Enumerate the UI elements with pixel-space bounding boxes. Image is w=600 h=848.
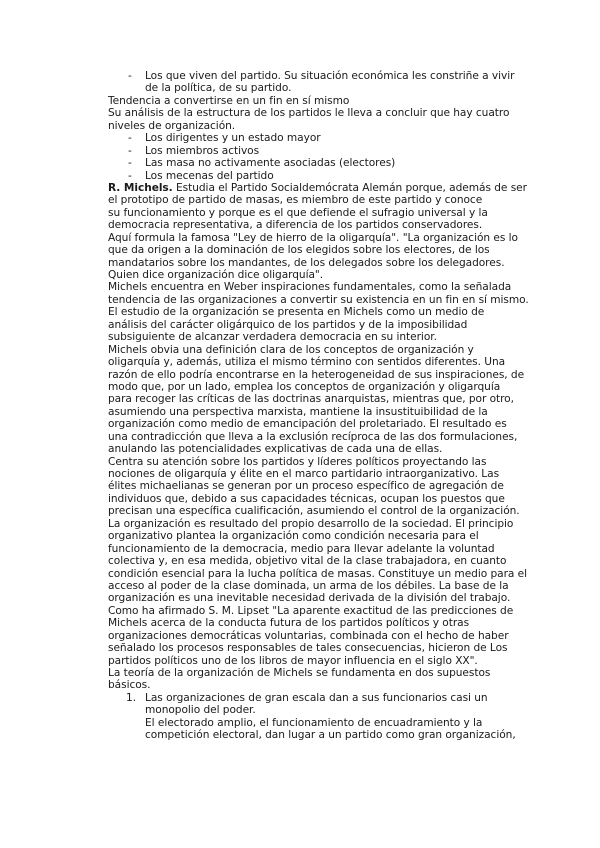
paragraph-line: colectiva y, en esa medida, objetivo vital de la clase trabajadora, en cuanto bbox=[108, 555, 507, 568]
paragraph-line: organización es una inevitable necesidad derivada de la división del trabajo. bbox=[108, 592, 511, 605]
paragraph-line: señalado los procesos responsables de tales consecuencias, hicieron de Los bbox=[108, 642, 508, 655]
numbered-item-text: Las organizaciones de gran escala dan a sus funcionarios casi un bbox=[145, 691, 488, 704]
paragraph-line: razón de ello podría encontrarse en la heterogeneidad de sus inspiraciones, de bbox=[108, 368, 525, 381]
numbered-item bbox=[108, 692, 526, 704]
numbered-item-continuation: competición electoral, dan lugar a un partido como gran organización, bbox=[145, 729, 516, 742]
paragraph-line bbox=[108, 182, 526, 194]
bullet-item-continuation: de la política, de su partido. bbox=[145, 82, 292, 95]
paragraph-line: Tendencia a convertirse en un fin en sí mismo bbox=[108, 94, 350, 107]
paragraph-line: niveles de organización. bbox=[108, 119, 236, 132]
paragraph-line: el prototipo de partido de masas, es miembro de este partido y conoce bbox=[108, 194, 483, 207]
paragraph-line: organizaciones democráticas voluntarias, combinada con el hecho de haber bbox=[108, 629, 509, 642]
document-body bbox=[108, 70, 529, 742]
paragraph-line: Como ha afirmado S. M. Lipset "La aparente exactitud de las predicciones de bbox=[108, 604, 514, 617]
paragraph-line: para recoger las críticas de las doctrinas anarquistas, mientras que, por otro, bbox=[108, 393, 514, 406]
paragraph-line: democracia representativa, a diferencia de los partidos conservadores. bbox=[108, 219, 483, 232]
paragraph-line: Michels encuentra en Weber inspiraciones fundamentales, como la señalada bbox=[108, 281, 512, 294]
paragraph-line: modo que, por un lado, emplea los conceptos de organización y oligarquía bbox=[108, 380, 501, 393]
paragraph-line: asumiendo una perspectiva marxista, mantiene la insustituibilidad de la bbox=[108, 405, 488, 418]
paragraph-line: individuos que, debido a sus capacidades técnicas, ocupan los puestos que bbox=[108, 492, 505, 505]
numbered-item-continuation: El electorado amplio, el funcionamiento de encuadramiento y la bbox=[145, 716, 483, 729]
paragraph-line: organizativo plantea la organización como condición necesaria para el bbox=[108, 530, 479, 543]
paragraph-line: Michels obvia una definición clara de los conceptos de organización y bbox=[108, 343, 474, 356]
paragraph-line: tendencia de las organizaciones a convertir su existencia en un fin en sí mismo. bbox=[108, 293, 529, 306]
paragraph-line: subsiguiente de alcanzar verdadera democracia en su interior. bbox=[108, 331, 437, 344]
bullet-item: - Las masa no activamente asociadas (electores) bbox=[108, 157, 526, 169]
paragraph-line: básicos. bbox=[108, 679, 151, 692]
paragraph-line: nociones de oligarquía y élite en el marco partidario intraorganizativo. Las bbox=[108, 468, 500, 480]
paragraph-line: precisan una específica cualificación, asumiendo el control de la organización. bbox=[108, 505, 520, 518]
paragraph-line: Su análisis de la estructura de los partidos le lleva a concluir que hay cuatro bbox=[108, 107, 510, 120]
list-number: 1. bbox=[126, 691, 137, 704]
paragraph-line: mandatarios sobre los mandantes, de los delegados sobre los delegadores. bbox=[108, 256, 505, 269]
paragraph-line: La teoría de la organización de Michels se fundamenta en dos supuestos bbox=[108, 667, 491, 679]
bullet-item: - Los que viven del partido. Su situación económica les constriñe a vivir bbox=[108, 70, 526, 82]
paragraph-line: análisis del carácter oligárquico de los partidos y de la imposibilidad bbox=[108, 318, 468, 331]
paragraph-line: Centra su atención sobre los partidos y líderes políticos proyectando las bbox=[108, 455, 487, 468]
paragraph-line: su funcionamiento y porque es el que defiende el sufragio universal y la bbox=[108, 206, 488, 219]
bullet-item: - Los mecenas del partido bbox=[108, 170, 526, 182]
paragraph-line: oligarquía y, además, utiliza el mismo término con sentidos diferentes. Una bbox=[108, 356, 506, 369]
paragraph-line: acceso al poder de la clase dominada, un arma de los débiles. La base de la bbox=[108, 579, 509, 592]
bullet-item: - Los dirigentes y un estado mayor bbox=[108, 132, 526, 144]
paragraph-line: organización como medio de emancipación del proletariado. El resultado es bbox=[108, 418, 507, 431]
paragraph-line: funcionamiento de la democracia, medio para llevar adelante la voluntad bbox=[108, 542, 495, 555]
paragraph-line: élites michaelianas se generan por un proceso específico de agregación de bbox=[108, 480, 504, 493]
bullet-item: - Los miembros activos bbox=[108, 145, 526, 157]
paragraph-line: que da origen a la dominación de los elegidos sobre los electores, de los bbox=[108, 244, 490, 257]
author-name: R. Michels. bbox=[108, 181, 173, 194]
paragraph-line: Michels acerca de la conducta futura de los partidos políticos y otras bbox=[108, 617, 470, 630]
paragraph-line: Aquí formula la famosa "Ley de hierro de la oligarquía". "La organización es lo bbox=[108, 231, 518, 244]
paragraph-line: condición esencial para la lucha política de masas. Constituye un medio para el bbox=[108, 567, 528, 580]
paragraph-line: anulando las potencialidades explicativas de cada una de ellas. bbox=[108, 443, 443, 456]
paragraph-line: Quien dice organización dice oligarquía". bbox=[108, 269, 324, 281]
paragraph-line: partidos políticos uno de los libros de mayor influencia en el siglo XX". bbox=[108, 654, 478, 667]
paragraph-text: Estudia el Partido Socialdemócrata Alemán porque, además de ser bbox=[172, 181, 527, 194]
paragraph-line: El estudio de la organización se presenta en Michels como un medio de bbox=[108, 306, 485, 319]
paragraph-line: La organización es resultado del propio desarrollo de la sociedad. El principio bbox=[108, 517, 514, 530]
paragraph-line: una contradicción que lleva a la exclusión recíproca de las dos formulaciones, bbox=[108, 430, 518, 443]
numbered-item-continuation: monopolio del poder. bbox=[145, 704, 256, 717]
